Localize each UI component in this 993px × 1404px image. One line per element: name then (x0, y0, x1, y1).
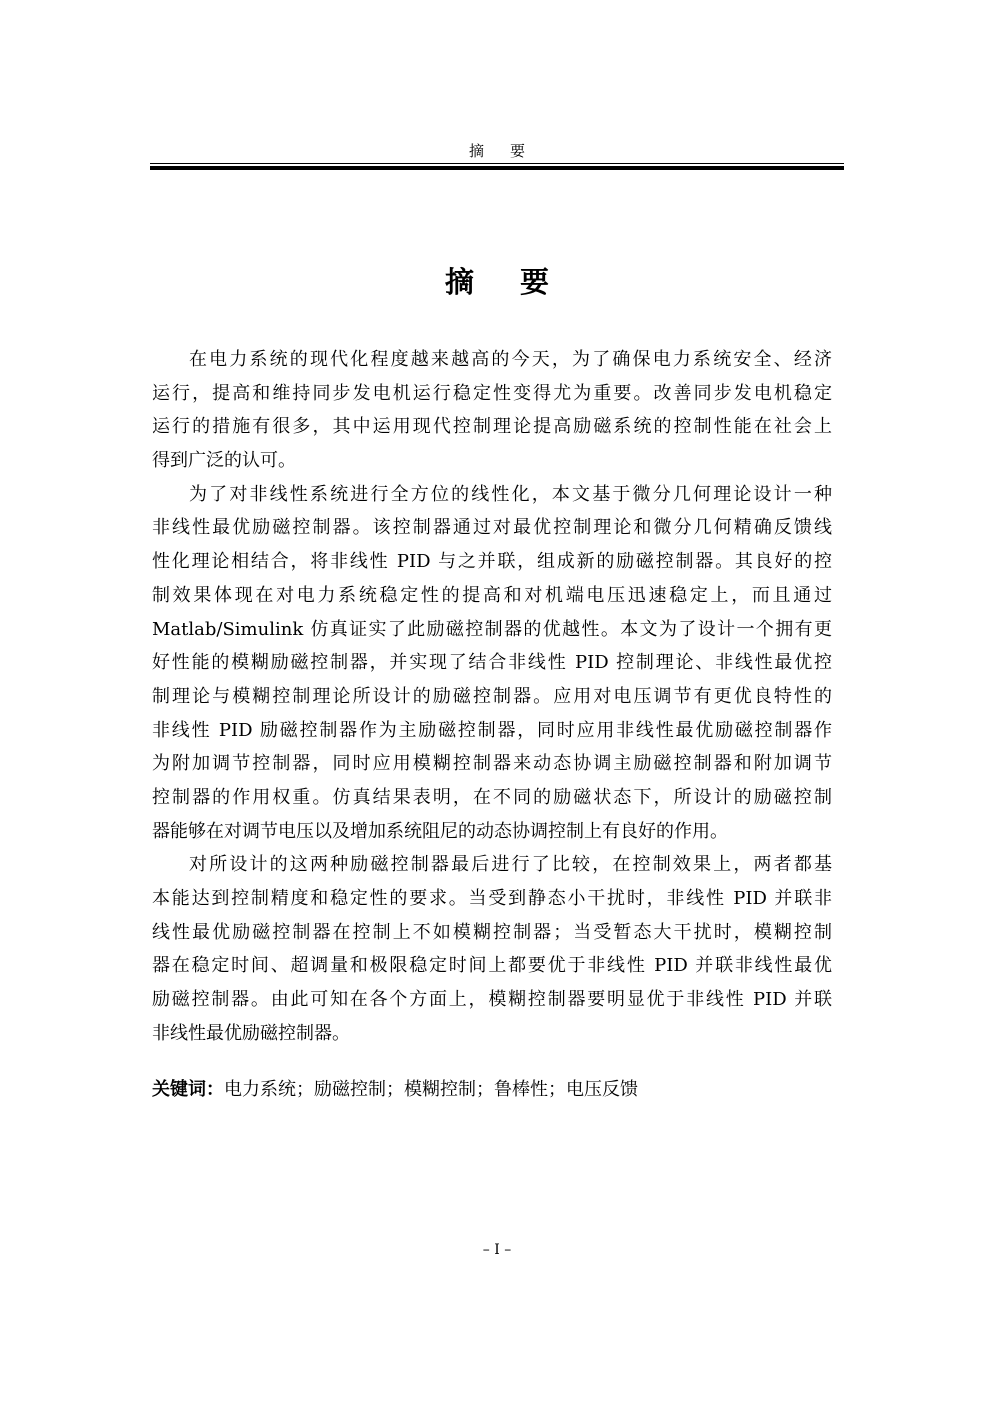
paragraph-3-line: 对所设计的这两种励磁控制器最后进行了比较，在控制效果上，两者都基 (189, 854, 832, 876)
paragraph-3-line: 励磁控制器。由此可知在各个方面上，模糊控制器要明显优于非线性 PID 并联 (152, 989, 832, 1011)
paragraph-2-line: 为了对非线性系统进行全方位的线性化，本文基于微分几何理论设计一种 (189, 483, 832, 505)
keywords-list: 电力系统；励磁控制；模糊控制；鲁棒性；电压反馈 (224, 1079, 638, 1100)
paragraph-3-line: 线性最优励磁控制器在控制上不如模糊控制器；当受暂态大干扰时，模糊控制 (152, 921, 832, 943)
paragraph-2-line: Matlab/Simulink 仿真证实了此励磁控制器的优越性。本文为了设计一个拥有更 (152, 618, 832, 640)
paragraph-1-line: 得到广泛的认可。 (152, 450, 296, 472)
page-title-right: 要 (520, 265, 550, 299)
paragraph-2-line: 性化理论相结合，将非线性 PID 与之并联，组成新的励磁控制器。其良好的控 (152, 551, 832, 573)
keywords (152, 1073, 832, 1107)
paragraph-2-line: 器能够在对调节电压以及增加系统阻尼的动态协调控制上有良好的作用。 (152, 820, 728, 842)
paragraph-2-line: 非线性最优励磁控制器。该控制器通过对最优控制理论和微分几何精确反馈线 (152, 517, 832, 539)
paragraph-2-line: 制理论与模糊控制理论所设计的励磁控制器。应用对电压调节有更优良特性的 (152, 685, 832, 707)
page-number: – I – (482, 1242, 512, 1258)
paragraph-2-line: 制效果体现在对电力系统稳定性的提高和对机端电压迅速稳定上，而且通过 (152, 584, 832, 606)
paragraph-3-line: 非线性最优励磁控制器。 (152, 1022, 350, 1044)
paragraph-3-line: 器在稳定时间、超调量和极限稳定时间上都要优于非线性 PID 并联非线性最优 (152, 955, 832, 977)
paragraph-2-line: 好性能的模糊励磁控制器，并实现了结合非线性 PID 控制理论、非线性最优控 (152, 652, 832, 674)
paragraph-1-line: 在电力系统的现代化程度越来越高的今天，为了确保电力系统安全、经济 (189, 349, 832, 370)
header-rule-thin (150, 163, 844, 164)
page-title (150, 258, 844, 306)
running-header-right: 要 (510, 142, 526, 160)
paragraph-2-line: 控制器的作用权重。仿真结果表明，在不同的励磁状态下，所设计的励磁控制 (152, 786, 832, 808)
paragraph-3-line: 本能达到控制精度和稳定性的要求。当受到静态小干扰时，非线性 PID 并联非 (152, 888, 832, 909)
paragraph-2-line: 为附加调节控制器，同时应用模糊控制器来动态协调主励磁控制器和附加调节 (152, 753, 832, 775)
page-title-left: 摘 (444, 265, 474, 299)
header-rule-thick (150, 166, 844, 170)
paragraph-1-line: 运行，提高和维持同步发电机运行稳定性变得尤为重要。改善同步发电机稳定 (152, 382, 832, 404)
keywords-label: 关键词： (152, 1079, 224, 1100)
paragraph-2-line: 非线性 PID 励磁控制器作为主励磁控制器，同时应用非线性最优励磁控制器作 (152, 719, 832, 741)
running-header-left: 摘 (468, 142, 484, 160)
abstract-body (152, 343, 832, 1050)
paragraph-1-line: 运行的措施有很多，其中运用现代控制理论提高励磁系统的控制性能在社会上 (152, 416, 832, 438)
running-header (150, 140, 844, 162)
